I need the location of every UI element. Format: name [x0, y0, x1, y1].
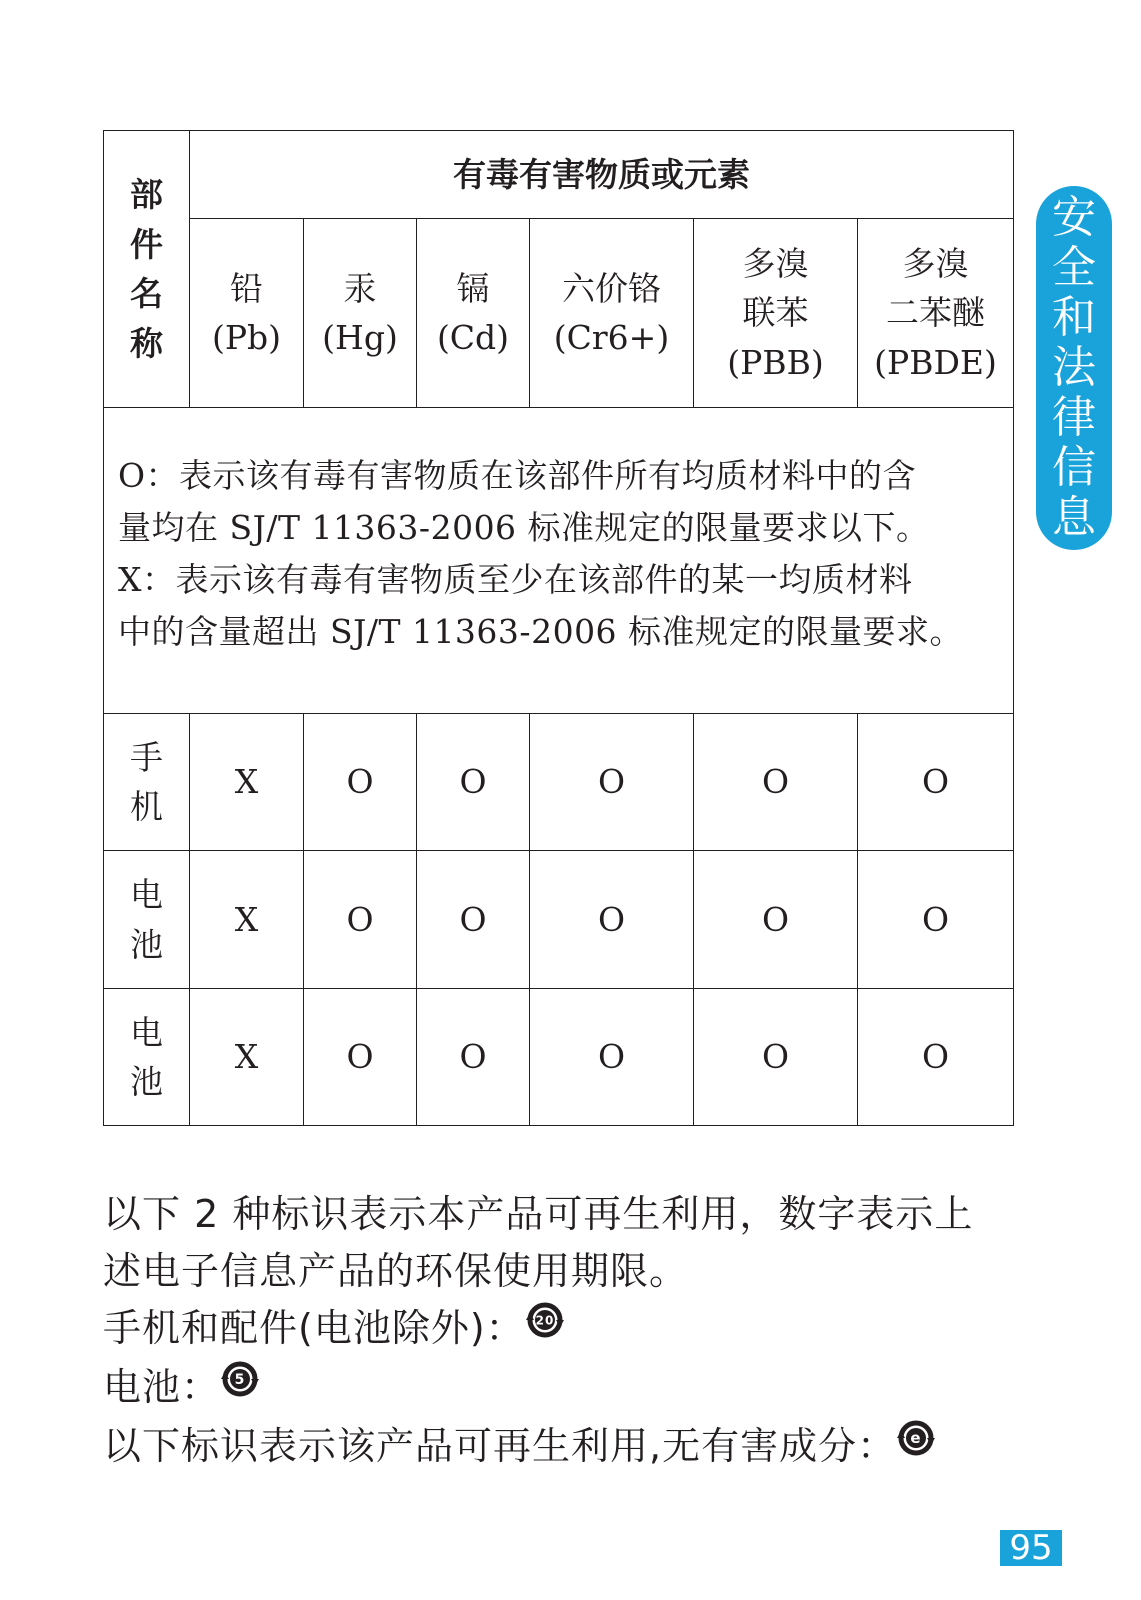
mark-cell: O: [858, 851, 1014, 989]
notes-line: 述电子信息产品的环保使用期限。: [103, 1249, 689, 1293]
mark-cell: O: [694, 714, 858, 851]
substance-header-cd: 镉 (Cd): [417, 219, 530, 408]
svg-text:e: e: [910, 1429, 922, 1447]
section-tab: 安 全 和 法 律 信 息: [1036, 186, 1112, 550]
legend-line: 中的含量超出 SJ/T 11363-2006 标准规定的限量要求。: [118, 611, 964, 651]
substance-header-cr6: 六价铬 (Cr6+): [530, 219, 694, 408]
mark-cell: O: [530, 989, 694, 1126]
row-label-phone: 手 机: [104, 714, 190, 851]
row-label-battery: 电 池: [104, 851, 190, 989]
mark-cell: O: [858, 989, 1014, 1126]
table-row: [104, 989, 1014, 1126]
recycling-notes: [103, 1186, 1053, 1477]
mark-cell: O: [694, 851, 858, 989]
row-label-battery: 电 池: [104, 989, 190, 1126]
legend-note: [104, 408, 1014, 714]
page-number: 95: [1000, 1530, 1062, 1566]
substance-header-hg: 汞 (Hg): [304, 219, 417, 408]
mark-cell: O: [530, 851, 694, 989]
mark-cell: O: [417, 714, 530, 851]
mark-cell: O: [530, 714, 694, 851]
hazardous-substance-table: [103, 130, 1014, 1126]
part-name-header: 部 件 名 称: [104, 131, 190, 408]
mark-cell: O: [694, 989, 858, 1126]
substance-header-pbb: 多溴 联苯 (PBB): [694, 219, 858, 408]
substance-header-pb: 铅 (Pb): [190, 219, 304, 408]
phone-logo-line: 手机和配件(电池除外)： 20: [103, 1300, 1053, 1359]
mark-cell: O: [417, 989, 530, 1126]
legend-line: O：表示该有毒有害物质在该部件所有均质材料中的含: [118, 455, 917, 495]
green-e-logo-icon: [896, 1417, 936, 1474]
epup-5-logo-icon: [220, 1358, 260, 1415]
mark-cell: X: [190, 714, 304, 851]
substance-header-pbde: 多溴 二苯醚 (PBDE): [858, 219, 1014, 408]
legend-line: 量均在 SJ/T 11363-2006 标准规定的限量要求以下。: [118, 507, 930, 547]
legend-line: X：表示该有毒有害物质至少在该部件的某一均质材料: [118, 559, 913, 599]
mark-cell: X: [190, 989, 304, 1126]
recycle-logo-line: 以下标识表示该产品可再生利用,无有害成分： e: [103, 1418, 1053, 1477]
mark-cell: O: [304, 851, 417, 989]
battery-logo-line: 电池： 5: [103, 1359, 1053, 1418]
table-row: [104, 851, 1014, 989]
svg-text:5: 5: [234, 1372, 246, 1388]
table-row: [104, 714, 1014, 851]
mark-cell: X: [190, 851, 304, 989]
mark-cell: O: [304, 989, 417, 1126]
mark-cell: O: [417, 851, 530, 989]
svg-text:20: 20: [535, 1313, 555, 1328]
epup-20-logo-icon: [525, 1299, 565, 1356]
substance-group-header: 有毒有害物质或元素: [190, 131, 1014, 219]
mark-cell: O: [858, 714, 1014, 851]
notes-line: 以下 2 种标识表示本产品可再生利用，数字表示上: [103, 1192, 974, 1236]
mark-cell: O: [304, 714, 417, 851]
